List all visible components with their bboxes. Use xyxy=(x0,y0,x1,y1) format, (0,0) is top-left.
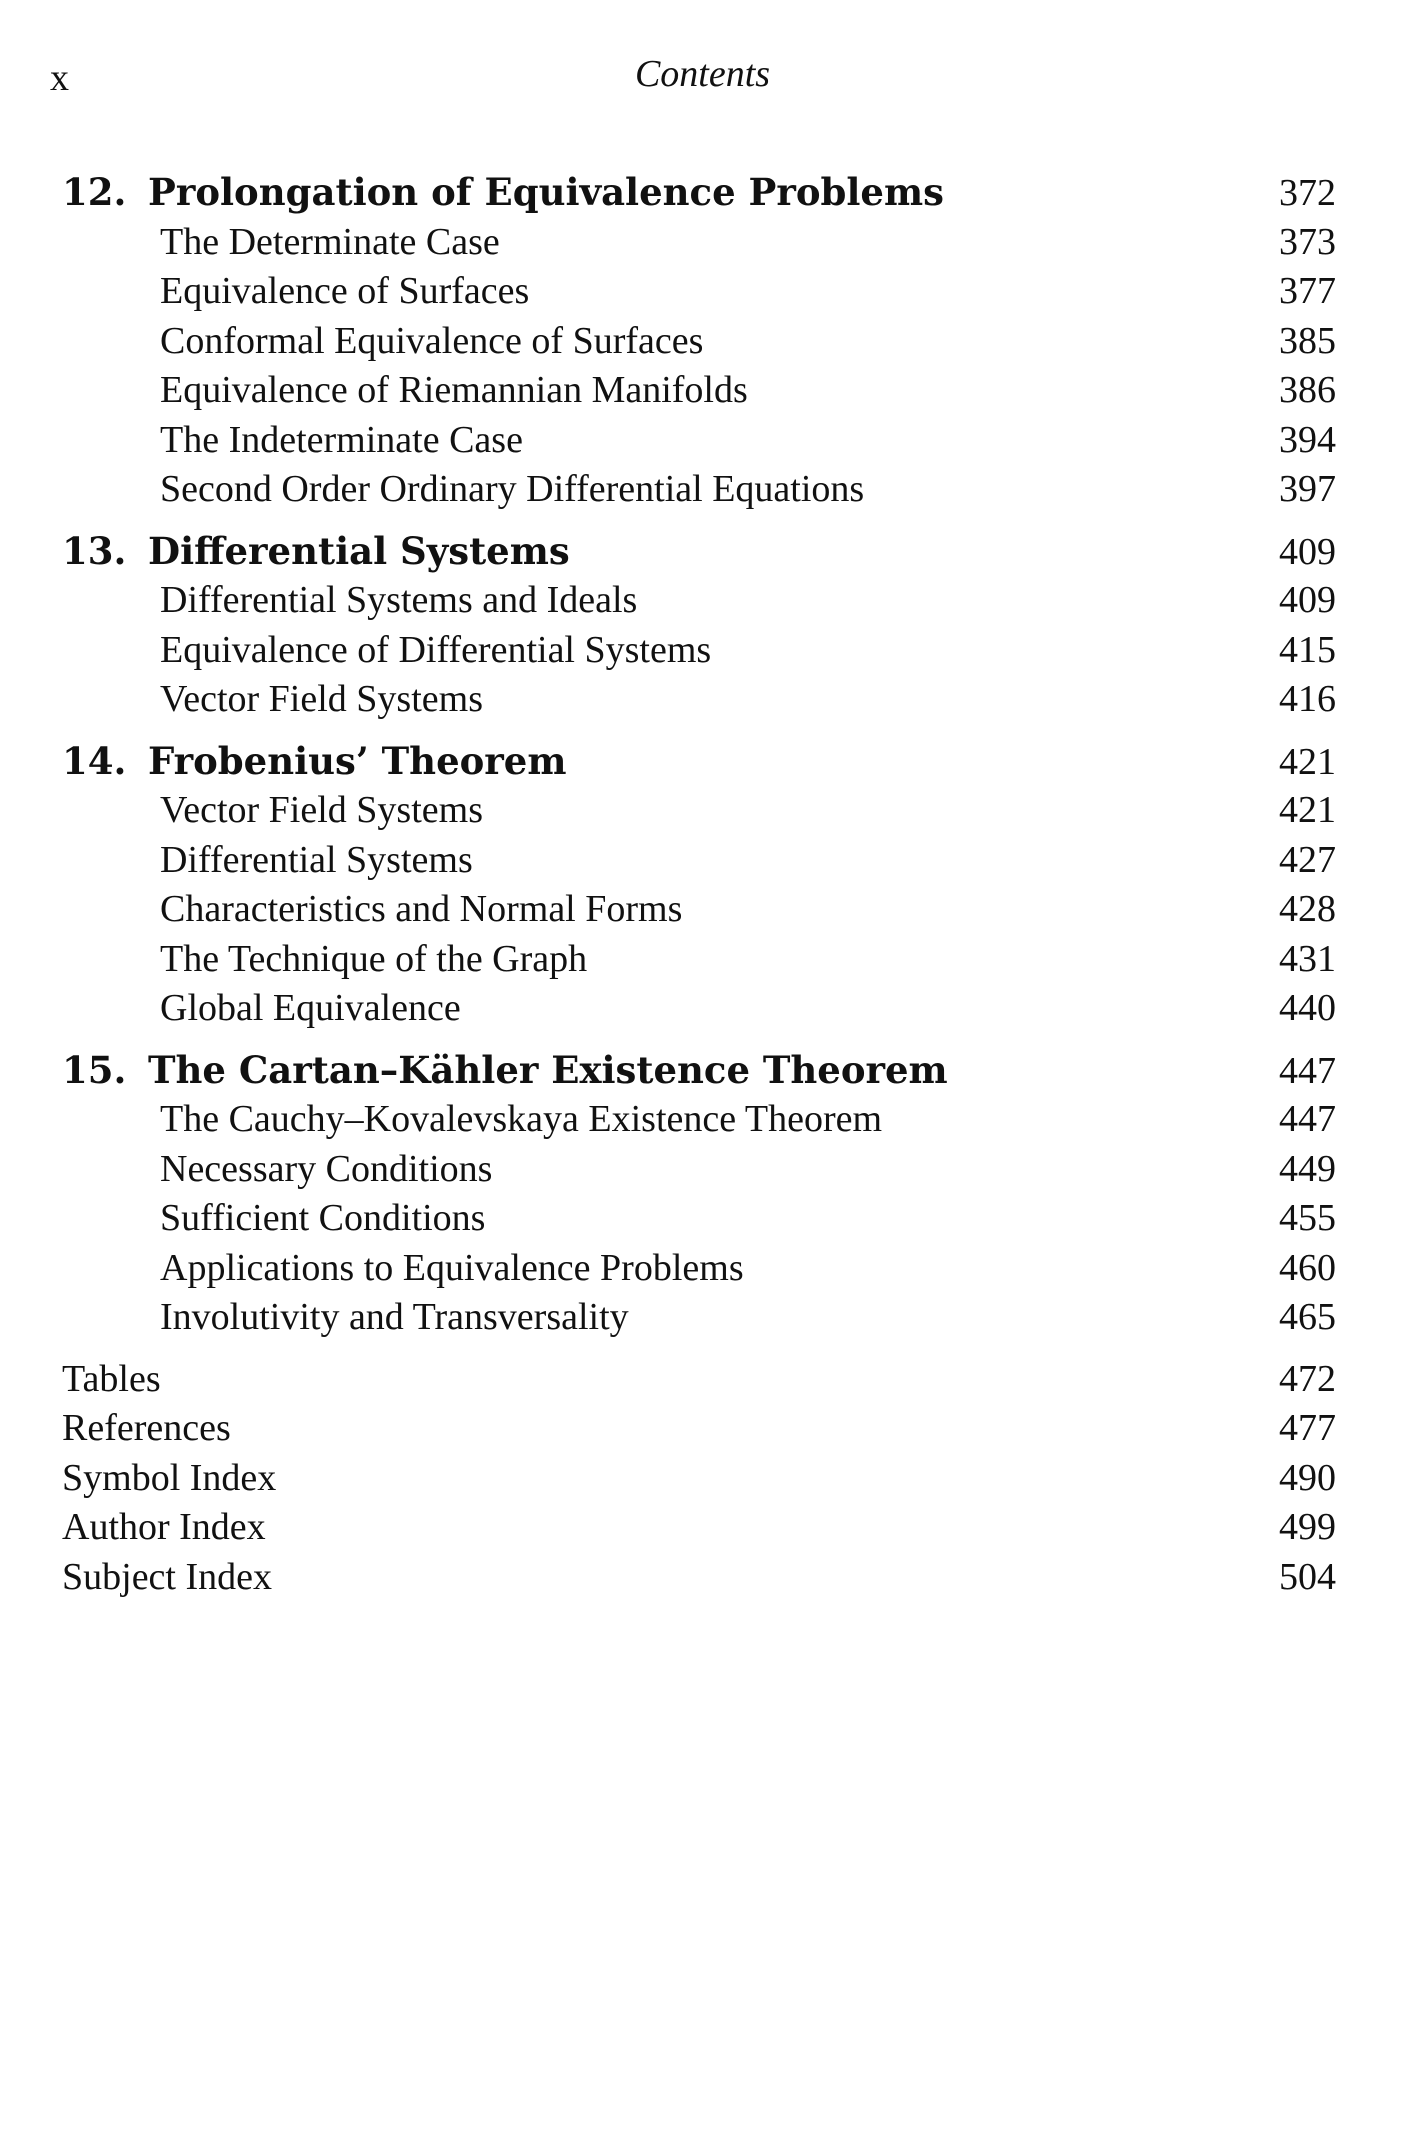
section-entry[interactable] xyxy=(62,416,1336,466)
section-title: Vector Field Systems xyxy=(160,678,483,720)
section-page: 394 xyxy=(1279,418,1336,461)
chapter-heading[interactable] xyxy=(62,737,1336,787)
section-entry[interactable] xyxy=(62,576,1336,626)
chapter-number: 15. xyxy=(62,1047,127,1092)
section-page: 377 xyxy=(1279,270,1336,312)
section-title: The Determinate Case xyxy=(160,220,500,263)
section-title: The Indeterminate Case xyxy=(160,418,523,461)
back-matter-entry-symbol-index[interactable] xyxy=(62,1454,1336,1504)
section-title: Sufficient Conditions xyxy=(160,1197,486,1239)
section-entry[interactable] xyxy=(62,836,1336,886)
chapter-page: 372 xyxy=(1279,172,1336,214)
section-entry[interactable] xyxy=(62,935,1336,985)
back-matter-entry-author-index[interactable] xyxy=(62,1503,1336,1553)
back-matter-title: Subject Index xyxy=(62,1555,273,1598)
back-matter-page: 504 xyxy=(1279,1555,1336,1598)
chapter-13 xyxy=(62,527,1336,725)
section-title: Global Equivalence xyxy=(160,987,461,1029)
chapter-title: Differential Systems xyxy=(148,528,570,573)
section-page: 465 xyxy=(1279,1296,1336,1338)
chapter-12 xyxy=(62,168,1336,515)
chapter-label xyxy=(62,737,1236,787)
chapter-heading[interactable] xyxy=(62,1046,1336,1096)
section-page: 385 xyxy=(1279,319,1336,362)
chapter-page: 409 xyxy=(1279,530,1336,573)
back-matter-page: 477 xyxy=(1279,1407,1336,1449)
section-title: Vector Field Systems xyxy=(160,789,483,831)
chapter-page: 421 xyxy=(1279,740,1336,783)
chapter-title: The Cartan–Kähler Existence Theorem xyxy=(148,1047,948,1092)
section-page: 428 xyxy=(1279,888,1336,930)
section-title: Equivalence of Riemannian Manifolds xyxy=(160,369,748,411)
section-title: The Technique of the Graph xyxy=(160,937,588,980)
page-title: Contents xyxy=(634,53,771,95)
section-title: Equivalence of Surfaces xyxy=(160,270,530,312)
section-entry[interactable] xyxy=(62,1095,1336,1145)
section-page: 427 xyxy=(1279,838,1336,881)
section-entry[interactable] xyxy=(62,366,1336,416)
table-of-contents xyxy=(62,168,1336,1614)
section-page: 447 xyxy=(1279,1098,1336,1140)
section-title: Differential Systems xyxy=(160,838,473,881)
section-title: Equivalence of Differential Systems xyxy=(160,628,712,671)
section-entry[interactable] xyxy=(62,786,1336,836)
chapter-number: 12. xyxy=(62,170,127,214)
section-entry[interactable] xyxy=(62,218,1336,268)
section-page: 416 xyxy=(1279,678,1336,720)
section-entry[interactable] xyxy=(62,1293,1336,1343)
section-title: Involutivity and Transversality xyxy=(160,1296,629,1338)
back-matter-page: 499 xyxy=(1279,1506,1336,1548)
section-page: 386 xyxy=(1279,369,1336,411)
chapter-page: 447 xyxy=(1279,1049,1336,1092)
back-matter-page: 490 xyxy=(1279,1456,1336,1499)
section-entry[interactable] xyxy=(62,885,1336,935)
section-entry[interactable] xyxy=(62,984,1336,1034)
running-head xyxy=(0,52,1428,102)
chapter-14 xyxy=(62,737,1336,1034)
section-entry[interactable] xyxy=(62,267,1336,317)
back-matter xyxy=(62,1355,1336,1603)
section-title: Conformal Equivalence of Surfaces xyxy=(160,319,704,362)
chapter-label xyxy=(62,168,1236,218)
section-page: 397 xyxy=(1279,468,1336,510)
section-page: 373 xyxy=(1279,220,1336,263)
page-folio: x xyxy=(50,57,69,99)
chapter-title: Frobenius’ Theorem xyxy=(148,738,567,783)
section-title: Applications to Equivalence Problems xyxy=(160,1246,744,1289)
back-matter-title: Tables xyxy=(62,1357,161,1400)
chapter-15 xyxy=(62,1046,1336,1343)
section-page: 455 xyxy=(1279,1197,1336,1239)
section-page: 449 xyxy=(1279,1147,1336,1190)
back-matter-title: Symbol Index xyxy=(62,1456,277,1499)
section-entry[interactable] xyxy=(62,465,1336,515)
back-matter-entry-references[interactable] xyxy=(62,1404,1336,1454)
section-entry[interactable] xyxy=(62,626,1336,676)
back-matter-entry-tables[interactable] xyxy=(62,1355,1336,1405)
section-page: 421 xyxy=(1279,789,1336,831)
section-entry[interactable] xyxy=(62,317,1336,367)
back-matter-entry-subject-index[interactable] xyxy=(62,1553,1336,1603)
chapter-heading[interactable] xyxy=(62,168,1336,218)
section-page: 440 xyxy=(1279,987,1336,1029)
section-page: 431 xyxy=(1279,937,1336,980)
section-page: 460 xyxy=(1279,1246,1336,1289)
chapter-label xyxy=(62,527,1236,577)
section-entry[interactable] xyxy=(62,675,1336,725)
section-title: Second Order Ordinary Differential Equations xyxy=(160,468,865,510)
section-title: Necessary Conditions xyxy=(160,1147,493,1190)
back-matter-page: 472 xyxy=(1279,1357,1336,1400)
section-title: Differential Systems and Ideals xyxy=(160,579,638,621)
chapter-number: 13. xyxy=(62,528,127,573)
section-page: 415 xyxy=(1279,628,1336,671)
section-title: Characteristics and Normal Forms xyxy=(160,888,683,930)
chapter-label xyxy=(62,1046,1236,1096)
section-title: The Cauchy–Kovalevskaya Existence Theorem xyxy=(160,1098,883,1140)
chapter-title: Prolongation of Equivalence Problems xyxy=(148,170,944,214)
section-page: 409 xyxy=(1279,579,1336,621)
chapter-heading[interactable] xyxy=(62,527,1336,577)
section-entry[interactable] xyxy=(62,1244,1336,1294)
chapter-number: 14. xyxy=(62,738,127,783)
back-matter-title: References xyxy=(62,1407,231,1449)
section-entry[interactable] xyxy=(62,1145,1336,1195)
back-matter-title: Author Index xyxy=(62,1506,266,1548)
section-entry[interactable] xyxy=(62,1194,1336,1244)
